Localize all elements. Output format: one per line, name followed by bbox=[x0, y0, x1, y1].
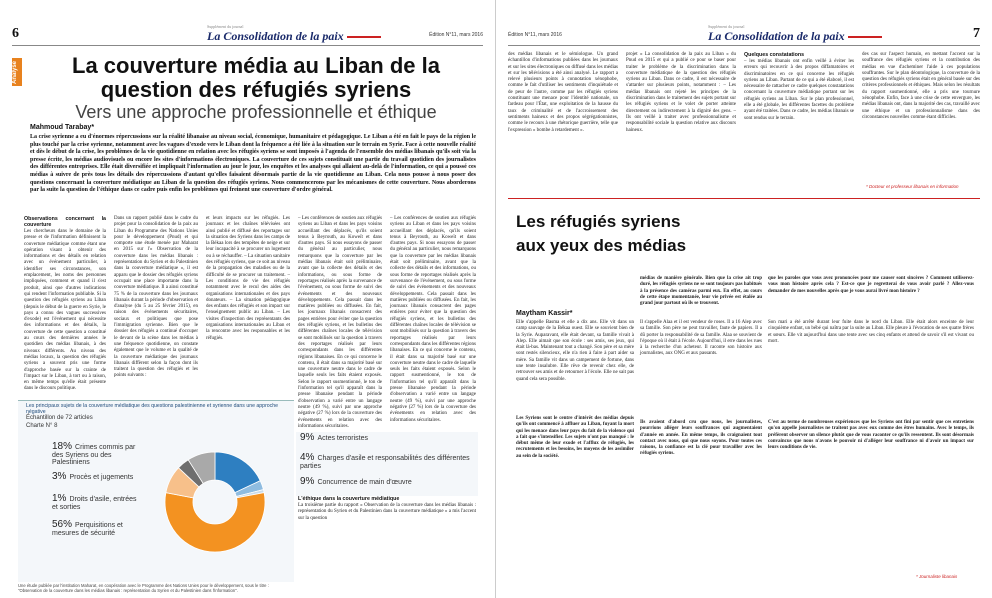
column-text: Les chercheurs dans le domaine de la presse et de l'information définissent la couverture médiatique comme étant une opération visant à obtenir des informations et des détails en relation avec un événement particulier, à identifier ses circonstances, son emplacement, les noms des personnes impliquées, comment et quand il s'est produit, ainsi que d'autres indications qui rendent l'information publiable. Si la question des réfugiés syriens au Liban (depuis le début de la guerre en Syrie, le pays a connu des vagues successives d'exode) est l'événement qui nécessite des informations et des détails, la couverture de cette question a constitué au cours des dernières années le quotidien des médias libanais, à des niveaux différents. Au niveau des médias locaux, la question des réfugiés syriens a souvent pris une forme d'approche basée sur la crainte de l'impact sur le Liban, à tort ou à raison, en même temps qu'elle était présente dans le discours politique. bbox=[24, 229, 106, 392]
legend-label: Crimes commis par des Syriens ou des Palestiniens bbox=[52, 444, 136, 466]
bottom-column-2b: Il s'appelle Alaa et il est vendeur de roses. Il a 16 Alep avec sa famille. Son père ne peut travailler, faute de papiers. Il a dû porter la responsabilité de sa famille. Alaa se souvient de l'époque où il était à l'école. Aujourd'hui, il erre dans les rues à la recherche d'un acheteur. Il raconte son histoire aux journalistes, aux ONG et aux passants. bbox=[640, 320, 762, 357]
legend-value: 3% bbox=[52, 471, 67, 482]
article-title: La couverture média au Liban de la question des réfugiés syriens bbox=[72, 53, 440, 102]
chart-sample: Échantillon de 72 articles bbox=[26, 415, 93, 421]
legend-value: 9% bbox=[300, 432, 315, 443]
author-note: * Journaliste libanais bbox=[916, 574, 958, 579]
column-text: – les médias libanais ont enfin veillé à éviter les erreurs qui recouvrir à des propos diffamatoires et discriminatoires en ce qui concerne les réfugiés syriens au Liban. Partant de ce qui a été élaboré, il est nécessaire de rattacher ce cadre quelques constatations concernant la couverture médiatique portant sur les réfugiés syriens au Liban. Sur le plan professionnel, elle a été globale, les différentes facettes du problème ayant été traitées. Dans ce cadre, les médias libanais se sont rendus sur le terrain. bbox=[744, 59, 854, 121]
newspaper-logo bbox=[708, 24, 882, 44]
pie-slice-3 bbox=[165, 493, 265, 552]
column-text: – Les conférences de soutien aux réfugiés syriens au Liban et dans les pays voisins accueillant des déplacés, qu'ils soient tenus à Beyrouth, au Koweït et dans d'autres pays. Si nous essayons de passer du général au particulier, nous remarquons que la couverture par les médias libanais était soit préliminaire, avant que la collecte des détails et des informations, ou sous forme de reportages réalisés après la survenance de l'événement, ou sous forme de suivi des événements et des nouveaux développements. Cela passait dans les matières publiées ou diffusées. En fait, les journaux libanais consacrent des pages entières pour éviter que la question des réfugiés syriens, et les bulletins des différentes chaînes locales de télévision se sont mobilisés sur la question à travers des reportages réalisés par leurs correspondants dans les différentes régions libanaises. En ce qui concerne le contenu, il était dans sa majorité basé sur une couverture neutre dans le cadre de laquelle seuls les faits étaient exposés. Selon le rapport susmentionné, le ton de l'information tel qu'il apparaît dans la presse libanaise pendant la période d'observation a varié entre un langage neutre (49 %), suivi par une approche négative (27 %) lors de la couverture des événements en relation avec des informations sécuritaires. bbox=[390, 216, 476, 423]
column-heading: Observations concernant la couverture bbox=[24, 216, 106, 228]
article-title: Les réfugiés syriens aux yeux des médias bbox=[516, 212, 687, 255]
bottom-column-1: Elle s'appelle Basma et elle a dix ans. Elle vit dans un camp sauvage de la Békaa ouest. Elle se souvient bien de la Syrie. Auparavant, elle était devant, sa famille vivait à Alep. Elle aimait que son école : ses amis, ses jeux, qui était là-bas. Maintenant tout a changé. Son père et sa mère sont restés silencieux, elle n'a rien à faire à part aider sa mère. Sa famille vit dans un campement de fortune, dans une tente insalubre. Elle rêve de revenir chez elle, de retrouver ses amis et de retourner à l'école. Elle ne sait pas quand cela sera possible. bbox=[516, 320, 634, 382]
page-number: 6 bbox=[12, 26, 19, 41]
legend-item bbox=[52, 495, 142, 511]
legend-value: 4% bbox=[300, 452, 315, 463]
article-author: Mahmoud Tarabay* bbox=[30, 124, 95, 131]
bottom-column-2: médias de manière générale. Bien que la crise ait trop duré, les réfugiés syriens ne se sont toujours pas habitués à la présence des caméras parmi eux. En effet, au cours de cette étape momentanée, leur vie privée est étalée au grand jour partout où ils se trouvent. bbox=[640, 276, 762, 307]
page-header bbox=[508, 24, 980, 46]
logo-text: La Consolidation de la paix bbox=[207, 29, 344, 43]
legend-label: Procès et jugements bbox=[69, 474, 134, 481]
bottom-column-1b: Les Syriens sont le centre d'intérêt des médias depuis qu'ils ont commencé à affluer au Liban, fuyant la mort qui les menace dans leur pays du fait de la violence qui a fait que s'intensifier. Les sujets n'ont pas manqué : le début même de leur exode et l'afflux de réfugiés, les recrutements et les besoins, les moyens de les assimiler au sein de la société. bbox=[516, 416, 634, 459]
edition-label: Édition N°11, mars 2016 bbox=[508, 32, 562, 38]
legend-item bbox=[52, 443, 148, 467]
chart-source: Une étude publiée par l'institution Maharat, en coopération avec le Programme des Nations Unies pour le développement, sous le titre : "Observation de la couverture dans les médias libanais : représentation du Syrien et du Palestinien dans l'information". bbox=[18, 583, 269, 593]
legend-value: 18% bbox=[52, 441, 73, 452]
legend-label: Actes terroristes bbox=[317, 435, 369, 442]
section-divider bbox=[508, 198, 980, 199]
legend-value: 56% bbox=[52, 519, 73, 530]
chart-title: Les principaux sujets de la couverture médiatique des questions palestinienne et syrienne dans une approche négative bbox=[26, 403, 279, 415]
article-author: Maytham Kassir* bbox=[516, 310, 573, 317]
logo-small-text: Supplément du journal bbox=[708, 24, 745, 29]
newspaper-logo bbox=[207, 24, 381, 44]
bottom-column-2c: Ils avaient d'abord cru que nous, les journalistes, pourrions alléger leurs souffrances qui augmentaient d'année en année. En même temps, ils craignaient tout contact avec nous, qui que nous soyons. Pour toutes ces raisons, la confiance est la clé pour travailler avec les réfugiés syriens. bbox=[640, 420, 762, 457]
right-page bbox=[496, 0, 992, 598]
ethics-text: La troisième partie du rapport « Observation de la couverture dans les médias libanais : représentation du Syrien et du Palestinien dans la couverture médiatique » a mis l'accent sur la question bbox=[298, 503, 476, 521]
legend-item bbox=[52, 473, 148, 482]
bottom-column-3b: Son mari a été arrêté durant leur fuite dans le nord du Liban. Elle était alors enceinte de leur cinquième enfant, un bébé qui naîtra par la suite au Liban. Elle pleure à l'évocation de ses quatre frères et sœurs. Elle vit aujourd'hui dans une tente avec ses cinq enfants et attend de savoir s'il est vivant ou mort. bbox=[768, 320, 974, 344]
column-5 bbox=[390, 216, 476, 423]
column-4: – Les conférences de soutien aux réfugiés syriens au Liban et dans les pays voisins accueillant des déplacés, qu'ils soient tenus à Beyrouth, au Koweït et dans d'autres pays. Si nous essayons de passer du général au particulier, nous remarquons que la couverture par les médias libanais était soit préliminaire, avant que la collecte des détails et des informations, ou sous forme de reportages réalisés après la survenance de l'événement, ou sous forme de suivi des événements et des nouveaux développements. Cela passait dans les matières publiées ou diffusées. En fait, les journaux libanais consacrent des pages entières pour éviter que la question des réfugiés syriens, et les bulletins des différentes chaînes locales de télévision se sont mobilisés sur la question à travers des reportages réalisés par leurs correspondants dans les différentes régions libanaises. En ce qui concerne le contenu, il était dans sa majorité basé sur une couverture neutre dans le cadre de laquelle seuls les faits étaient exposés. Selon le rapport susmentionné, le ton de l'information tel qu'il apparaît dans la presse libanaise pendant la période d'observation a varié entre un langage neutre (49 %), suivi par une approche négative (27 %) lors de la couverture des événements en relation avec des informations sécuritaires. bbox=[298, 216, 382, 429]
bottom-column-3: que les paroles que vous avez prononcées pour me causer sont sincères ? Comment utiliserez-vous mon histoire après cela ? Est-ce que je regretterai de vous avoir parlé ? Allez-vous demander de mes nouvelles après que je vous aurai livré mon histoire ? bbox=[768, 276, 974, 294]
legend-item bbox=[300, 454, 470, 470]
ethics-heading: L'éthique dans la couverture médiatique bbox=[298, 496, 400, 502]
chart-legend-right bbox=[296, 432, 478, 496]
chart-box bbox=[18, 400, 294, 582]
legend-label: Concurrence de main d'œuvre bbox=[317, 479, 412, 486]
legend-label: Perquisitions et mesures de sécurité bbox=[52, 522, 123, 537]
legend-label: Droits d'asile, entrées et sorties bbox=[52, 496, 137, 511]
column-1 bbox=[24, 216, 106, 396]
chart-number: Charte N° 8 bbox=[26, 423, 58, 429]
top-column-3 bbox=[744, 52, 854, 192]
ethics-section bbox=[298, 496, 476, 580]
legend-item bbox=[300, 478, 470, 487]
pie-chart bbox=[160, 447, 270, 557]
logo-small-text: Supplément du journal bbox=[207, 24, 244, 29]
logo-bar bbox=[347, 36, 381, 38]
page-header bbox=[12, 24, 483, 46]
column-heading: Quelques constatations bbox=[744, 52, 805, 58]
top-column-4: des cas sur l'aspect humain, en mettant l'accent sur la souffrance des réfugiés syriens et la contribution des médias en vue d'acheminer l'aide à ces populations souffrantes. Sur le plan déontologique, la couverture de la question des réfugiés syriens était en général basée sur des critères professionnels et éthiques. Mais selon les résultats du rapport susmentionné, elle a pris une tournure xénophobe. Enfin, face à une crise de cette envergure, les médias libanais ont, dans la majorité des cas, travaillé avec une éthique et un professionnalisme dans des circonstances nouvelles comme étant difficiles. bbox=[862, 52, 980, 120]
section-tag: Analyse bbox=[12, 58, 22, 86]
top-column-1: des médias libanais et le sémiologue. Un grand échantillon d'informations publiées dans les journaux et sur les sites électroniques ou diffusé dans les médias et sur les télévisions a été ainsi analysé. Le rapport a relevé plusieurs points à connotation xénophobe, comme le fait d'utiliser les sentiments d'inquiétude et de peur de l'autre, comme par les réfugiés syriens constituant une menace pour l'identité nationale, un fardeau pour l'État, une exploitation de la hausse du taux de criminalité et de l'accroissement des sentiments haineux et des propos ségrégationnistes, comme le recours à une rhétorique guerrière, telle que l'expression « bombe à retardement ». bbox=[508, 52, 618, 133]
logo-bar bbox=[848, 36, 882, 38]
column-3: et leurs impacts sur les réfugiés. Les journaux et les chaînes télévisées ont ainsi publié et diffusé des reportages sur la situation des Syriens dans les camps de la Békaa lors des tempêtes de neige et sur leur incapacité à se procurer un logement ou à se réchauffer. – La situation sanitaire des réfugiés syriens, que ce soit au niveau de la propagation des maladies ou de la difficulté de se procurer un traitement. – Les conditions de vie des réfugiés notamment avec le recul des aides des organisations internationales et des pays donateurs. – La situation pédagogique des enfants des réfugiés et son impact sur l'enseignement public au Liban. – Les visites d'inspection des représentants des organisations internationales au Liban et la rencontre avec les responsables et les réfugiés. bbox=[206, 216, 290, 341]
edition-label: Édition N°11, mars 2016 bbox=[429, 32, 483, 38]
column-2: Dans un rapport publié dans le cadre du projet pour la consolidation de la paix au Liban du Programme des Nations Unies pour le développement (Pnud) et qui comporte une étude menée par Maharat en 2015 sur l'« Observation de la couverture dans les médias libanais : représentation du Syrien et du Palestinien dans la couverture médiatique », il est apparu que le dossier des réfugiés syriens occupait une place importante dans la couverture médiatique. Il a ainsi constitué 75 % de la couverture dans les journaux libanais durant la période d'observation et d'analyse (du 5 au 25 février 2015), en raison des événements sécuritaires, sociaux et politiques que pose l'immigration syrienne. Bien que le dossier des réfugiés a continué d'occuper le devant de la scène dans les médias à une fréquence quotidienne, on constate également que le volume et la qualité de la couverture médiatique des journaux libanais diffèrent selon la façon dont ils traitent la question des réfugiés et les points suivants : bbox=[114, 216, 198, 379]
page-number: 7 bbox=[973, 26, 980, 41]
legend-value: 9% bbox=[300, 476, 315, 487]
legend-value: 1% bbox=[52, 493, 67, 504]
logo-text: La Consolidation de la paix bbox=[708, 29, 845, 43]
legend-label: Charges d'asile et responsabilités des différentes parties bbox=[300, 455, 470, 470]
article-subtitle: Vers une approche professionnelle et éthique bbox=[75, 102, 437, 122]
bottom-column-3c: C'est au terme de nombreuses expériences que les Syriens ont fini par sentir que ces entretiens qu'on appelle journalistes ne traitent pas avec eux comme des êtres humains. Avec le temps, ils préfèrent observer un silence plutôt que de vous raconter ce qu'ils ressentent. Ils sont désormais convaincus que nous n'avons le pouvoir ni d'alléger leur souffrance ni d'avoir un impact sur leurs conditions de vie. bbox=[768, 420, 974, 451]
top-column-2: projet « La consolidation de la paix au Liban » du Pnud en 2015 et qui a publié ce pour se baser pour traiter le problème de la discrimination dans la couverture médiatique de la question des réfugiés syriens au Liban. Dans ce cadre, il est nécessaire de s'attarder sur plusieurs points, notamment : – Les médias libanais ont rejeté les principes de la discrimination dans le traitement des sujets portant sur les réfugiés syriens et le volet de porter atteinte directement ou indirectement à la dignité des gens. – Ils ont veillé à traiter avec professionnalisme et responsabilité sociale la question relative aux discours haineux. bbox=[626, 52, 736, 133]
author-note: * Docteur et professeur libanais en information bbox=[866, 184, 959, 189]
legend-item bbox=[52, 521, 148, 537]
legend-item bbox=[300, 434, 470, 443]
article-lead: La crise syrienne a eu d'énormes répercussions sur la réalité libanaise au niveau social, économique, humanitaire et pédagogique. Le Liban a été en fait le pays de la région le plus touché par la crise syrienne, notamment avec les vagues d'exode vers le Liban dont la fréquence a été liée à la situation sur le terrain en Syrie. Face à cette nouvelle réalité et dès le début de la crise, les problèmes de la vie quotidienne en relation avec les réfugiés syriens se sont imposés à l'agenda de l'ensemble des médias libanais qu'ils soit via la presse écrite, les médias audiovisuels ou encore les sites d'informations électroniques. La couverture de ces sujets constituait une partie du travail quotidien des journalistes des différentes entreprises. Elle était diversifiée et impliquait l'information au jour le jour, les enquêtes et les analyses qui allaient au-delà de l'information, ce qui a poussé ces médias à suivre de près tous les détails des répercussions d'autant qu'elles faisaient désormais partie de la vie quotidienne au Liban. Cela nous pousse à nous poser des questions concernant la couverture médiatique au Liban de la question des réfugiés syriens. Nous commencerons par les mécanismes de cette couverture. Nous aborderons par la suite la question de l'éthique dans ce cadre puis enfin les problèmes qui freinent une couverture d'ordre général. bbox=[30, 134, 476, 194]
